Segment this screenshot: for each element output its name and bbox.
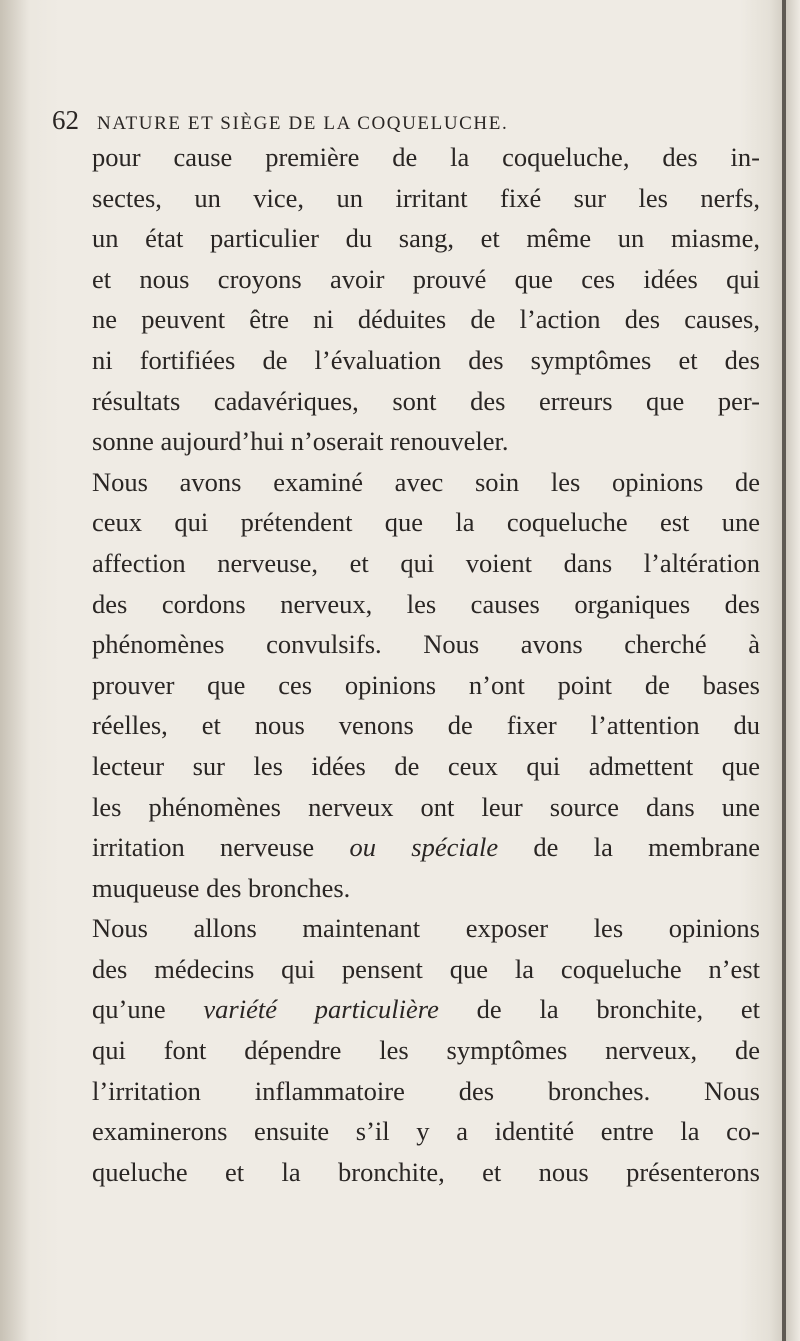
text-run: irritation nerveuse <box>92 832 350 863</box>
text-run: de la membrane <box>498 832 760 863</box>
text-line: sectes, un vice, un irritant fixé sur les nerfs, <box>92 182 760 213</box>
text-line <box>92 989 760 1030</box>
text-line: pour cause première de la coqueluche, des in- <box>92 142 760 172</box>
text-line: les phénomènes nerveux ont leur source dans une <box>92 791 760 822</box>
running-head: NATURE ET SIÈGE DE LA COQUELUCHE. <box>97 113 509 134</box>
text-line: des médecins qui pensent que la coqueluche n’est <box>92 953 760 984</box>
text-run: de la bronchite, et <box>438 994 760 1025</box>
text-line: Nous avons examiné avec soin les opinions de <box>92 466 760 497</box>
text-line: qui font dépendre les symptômes nerveux, de <box>92 1035 760 1066</box>
text-line: examinerons ensuite s’il y a identité entre la co- <box>92 1116 760 1147</box>
text-line: réelles, et nous venons de fixer l’attention du <box>92 710 760 741</box>
text-line: résultats cadavériques, sont des erreurs que per- <box>92 385 760 416</box>
text-line: lecteur sur les idées de ceux qui admettent que <box>92 750 760 781</box>
text-line: affection nerveuse, et qui voient dans l’altération <box>92 547 760 578</box>
text-line: ni fortifiées de l’évaluation des symptômes et des <box>92 344 760 375</box>
body-text <box>92 137 760 1192</box>
page-left-edge-shadow <box>0 0 30 1341</box>
text-line: sonne aujourd’hui n’oserait renouveler. <box>92 426 509 457</box>
text-line: ceux qui prétendent que la coqueluche est une <box>92 507 760 538</box>
text-line <box>92 827 760 868</box>
text-line: Nous allons maintenant exposer les opinions <box>92 913 760 944</box>
text-line: muqueuse des bronches. <box>92 872 351 903</box>
text-line: queluche et la bronchite, et nous présenterons <box>92 1156 760 1187</box>
page-binding-edge <box>782 0 786 1341</box>
italic-text: ou spéciale <box>349 832 499 863</box>
text-line: des cordons nerveux, les causes organiques des <box>92 588 760 619</box>
text-line: ne peuvent être ni déduites de l’action des causes, <box>92 304 760 335</box>
text-run: qu’une <box>92 994 204 1025</box>
text-line: l’irritation inflammatoire des bronches. Nous <box>92 1075 760 1106</box>
text-line: un état particulier du sang, et même un miasme, <box>92 223 760 254</box>
text-line: prouver que ces opinions n’ont point de bases <box>92 669 760 700</box>
italic-text: variété particulière <box>203 994 439 1025</box>
text-line: et nous croyons avoir prouvé que ces idées qui <box>92 263 760 294</box>
text-line: phénomènes convulsifs. Nous avons cherché à <box>92 629 760 660</box>
page-number: 62 <box>52 105 79 135</box>
